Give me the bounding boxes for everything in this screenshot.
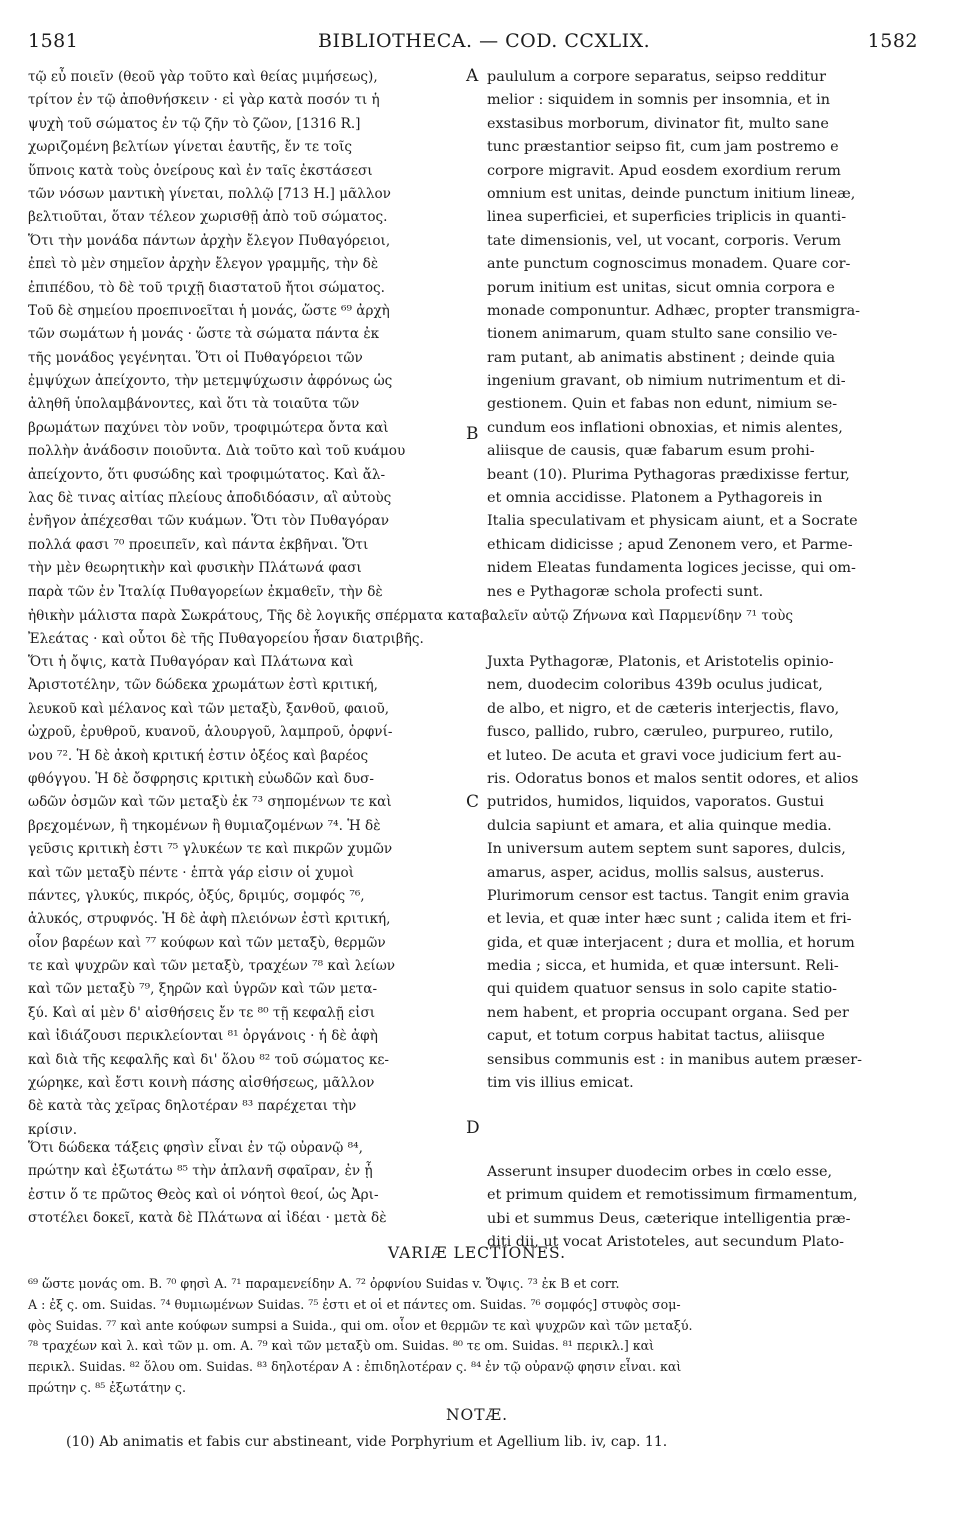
text-line: ingenium gravant, ob nimium nutrimentum et di- [487, 373, 846, 390]
text-line: τε καὶ ψυχρῶν καὶ τῶν μεταξὺ, τραχέων ⁷⁸ καὶ λείων [28, 958, 396, 975]
text-line: Ἀριστοτέλην, τῶν δώδεκα χρωμάτων ἐστὶ κριτική, [28, 677, 378, 694]
text-line: amarus, asper, acidus, mollis salsus, austerus. [487, 864, 825, 881]
text-line: nidem Eleatas fundamenta logices jecisse, qui om- [487, 560, 856, 577]
text-line: νου ⁷². Ἡ δὲ ἀκοὴ κριτική ἐστιν ὀξέος καὶ βαρέος [28, 747, 369, 764]
greek-column-block-1 [28, 66, 468, 604]
text-line: πολλὴν ἀνάδοσιν ποιοῦντα. Διὰ τοῦτο καὶ τοῦ κυάμου [28, 443, 406, 460]
text-line: Asserunt insuper duodecim orbes in cœlo esse, [487, 1164, 833, 1180]
text-line: ὕπνοις κατὰ τοὺς ὀνείρους καὶ ἐν ταῖς ἐκστάσεσι [28, 162, 373, 179]
latin-column-block-2 [487, 651, 919, 1095]
text-line: monade componuntur. Adhæc, propter transmigra- [487, 302, 861, 319]
text-line: πολλά φασι ⁷⁰ προειπεῖν, καὶ πάντα ἐκβῆναι. Ὅτι [28, 536, 369, 553]
text-line: φὸς Suidas. ⁷⁷ καὶ ante κούφων sumpsi a Suida., qui om. οἷον et θερμῶν τε καὶ ψυχρῶν καὶ τῶν μεταξύ. [28, 1317, 693, 1333]
section-marker-b: B [466, 424, 479, 444]
text-line: γεῦσις κριτικὴ ἐστι ⁷⁵ γλυκέων τε καὶ πικρῶν χυμῶν [28, 841, 393, 858]
text-line: A : ἐξ ς. om. Suidas. ⁷⁴ θυμιωμένων Suidas. ⁷⁵ ἐστι et οἱ et πάντες om. Suidas. ⁷⁶ σομφός] στυφὸς σομ- [28, 1296, 681, 1312]
section-marker-c: C [466, 792, 480, 812]
text-line: caput, et totum corpus habitat tactus, aliisque [487, 1028, 825, 1045]
text-line: tate dimensionis, vel, ut vocant, corporis. Verum [487, 232, 842, 249]
text-line: et luteo. De acuta et gravi voce judicium fert au- [487, 747, 842, 764]
text-line: diti dii, ut vocat Aristoteles, aut secundum Plato- [487, 1234, 844, 1251]
text-line: τῷ εὖ ποιεῖν (θεοῦ γὰρ τοῦτο καὶ θείας μιμήσεως), [28, 69, 378, 85]
text-line: fusco, pallido, rubro, cæruleo, purpureo, rutilo, [487, 724, 834, 741]
text-line: φθόγγου. Ἡ δὲ ὄσφρησις κριτικὴ εὐωδῶν καὶ δυσ- [28, 770, 375, 787]
text-line: ante punctum cognoscimus monadem. Quare cor- [487, 256, 851, 273]
text-line: et primum quidem et remotissimum firmamentum, [487, 1187, 858, 1204]
text-line: omnium est unitas, deinde punctum initium lineæ, [487, 185, 856, 202]
text-line: ὠχροῦ, ἐρυθροῦ, κυανοῦ, ἁλουργοῦ, λαμπροῦ, ὀρφνί- [28, 724, 393, 741]
text-line: Juxta Pythagoræ, Platonis, et Aristotelis opinio- [487, 654, 834, 670]
running-title: BIBLIOTHECA. — COD. CCXLIX. [318, 30, 651, 52]
text-line: ἐνῆγον ἀπέχεσθαι τῶν κυάμων. Ὅτι τὸν Πυθαγόραν [28, 513, 390, 530]
text-line: aliisque de causis, quæ fabarum esum prohi- [487, 443, 815, 460]
text-line: In universum autem septem sunt sapores, dulcis, [487, 841, 846, 858]
text-line: τῆς μονάδος γεγένηται. Ὅτι οἱ Πυθαγόρειοι τῶν [28, 349, 363, 366]
text-line: tim vis illius emicat. [487, 1075, 634, 1092]
text-line: ἀπείχοντο, ὅτι φυσώδης καὶ τροφιμώτατος. Καὶ ἄλ- [28, 466, 386, 483]
text-line: πάντες, γλυκύς, πικρός, ὀξύς, δριμύς, σομφός ⁷⁶, [28, 887, 365, 904]
text-line: gida, et quæ interjacent ; dura et mollia, et horum [487, 934, 855, 951]
text-line: et levia, et quæ inter hæc sunt ; calida item et fri- [487, 911, 852, 928]
text-line: sensibus communis est : in manibus autem præser- [487, 1051, 862, 1068]
text-line: ἐμψύχων ἀπείχοντο, τὴν μετεμψύχωσιν ἀφρόνως ὡς [28, 373, 393, 390]
text-line: καὶ διὰ τῆς κεφαλῆς καὶ δι' ὅλου ⁸² τοῦ σώματος κε- [28, 1051, 389, 1068]
text-line: καὶ τῶν μεταξὺ ⁷⁹, ξηρῶν καὶ ὑγρῶν καὶ τῶν μετα- [28, 981, 378, 998]
text-line: ἐστιν ὅ τε πρῶτος Θεὸς καὶ οἱ νόητοὶ θεοί, ὡς Ἀρι- [28, 1186, 379, 1203]
text-line: βρεχομένων, ἢ τηκομένων ἢ θυμιαζομένων ⁷⁴. Ἡ δὲ [28, 817, 381, 834]
text-line: ψυχὴ τοῦ σώματος ἐν τῷ ζῆν τὸ ζῶον, [1316 R.] [28, 115, 361, 132]
text-line: καὶ τῶν μεταξὺ πέντε · ἑπτὰ γάρ εἰσιν οἱ χυμοὶ [28, 864, 355, 881]
page-number-left: 1581 [28, 30, 79, 52]
text-line: Ἐλεάτας · καὶ οὗτοι δὲ τῆς Πυθαγορείου ἦσαν διατριβῆς. [28, 631, 424, 648]
text-line: χωριζομένη βελτίων γίνεται ἑαυτῆς, ἔν τε τοῖς [28, 139, 353, 156]
text-line: ἐπεὶ τὸ μὲν σημεῖον ἀρχὴν ἔλεγον γραμμῆς, τὴν δὲ [28, 256, 379, 273]
text-line: οἷον βαρέων καὶ ⁷⁷ κούφων καὶ τῶν μεταξὺ, θερμῶν [28, 934, 386, 951]
text-line: ⁷⁸ τραχέων καὶ λ. καὶ τῶν μ. om. A. ⁷⁹ καὶ τῶν μεταξὺ om. Suidas. ⁸⁰ τε om. Suidas. ⁸¹ περικλ.] καὶ [28, 1338, 655, 1354]
latin-column-block-3 [487, 1161, 919, 1255]
text-line: πρώτην καὶ ἐξωτάτω ⁸⁵ τὴν ἀπλανῆ σφαῖραν, ἐν ᾗ [28, 1163, 373, 1180]
text-line: ἐπιπέδου, τὸ δὲ τοῦ τριχῇ διαστατοῦ ἤτοι σώματος. [28, 279, 385, 296]
text-line: ἠθικὴν μάλιστα παρὰ Σωκράτους, Τῆς δὲ λογικῆς σπέρματα καταβαλεῖν αὐτῷ Ζήνωνα καὶ Παρμενίδην ⁷¹ τοὺς [28, 608, 793, 624]
greek-full-width-lines [28, 605, 918, 652]
text-line: ris. Odoratus bonos et malos sentit odores, et alios [487, 770, 859, 787]
text-line: putridos, humidos, liquidos, vaporatos. Gustui [487, 794, 824, 811]
text-line: de albo, et nigro, et de cæteris interjectis, flavo, [487, 700, 840, 717]
greek-column-block-2 [28, 651, 468, 1142]
text-line: ram putant, ab animatis abstinent ; deinde quia [487, 349, 836, 366]
text-line: τρίτον ἐν τῷ ἀποθνήσκειν · εἰ γὰρ κατὰ ποσόν τι ἡ [28, 92, 380, 109]
text-line: πρώτην ς. ⁸⁵ ἐξωτάτην ς. [28, 1379, 186, 1395]
text-line: corpore migravit. Apud eosdem exordium rerum [487, 162, 841, 179]
greek-column-block-3 [28, 1137, 468, 1231]
text-line: βρωμάτων παχύνει τὸν νοῦν, τροφιμώτερα ὄντα καὶ [28, 419, 389, 436]
text-line: παρὰ τῶν ἐν Ἰταλίᾳ Πυθαγορείων ἐκμαθεῖν, τὴν δὲ [28, 583, 383, 600]
text-line: ωδῶν ὀσμῶν καὶ τῶν μεταξὺ ἐκ ⁷³ σηπομένων τε καὶ [28, 794, 392, 811]
text-line: dulcia sapiunt et amara, et alia quinque media. [487, 817, 832, 834]
text-line: δὲ κατὰ τὰς χεῖρας δηλοτέραν ⁸³ παρέχεται τὴν [28, 1098, 357, 1115]
footnote-10: (10) Ab animatis et fabis cur abstineant, vide Porphyrium et Agellium lib. iv, cap. 11. [66, 1434, 668, 1450]
text-line: Ὅτι τὴν μονάδα πάντων ἀρχὴν ἔλεγον Πυθαγόρειοι, [28, 232, 391, 249]
text-line: Ὅτι ἡ ὄψις, κατὰ Πυθαγόραν καὶ Πλάτωνα καὶ [28, 654, 354, 670]
text-line: porum initium est unitas, sicut omnia corpora e [487, 279, 835, 296]
text-line: nem habent, et propria occupant organa. Sed per [487, 1004, 849, 1021]
page-number-right: 1582 [867, 30, 918, 52]
text-line: κρίσιν. [28, 1121, 78, 1138]
text-line: media ; sicca, et humida, et quæ intersunt. Reli- [487, 958, 839, 975]
text-line: περικλ. Suidas. ⁸² ὅλου om. Suidas. ⁸³ δηλοτέραν A : ἐπιδηλοτέραν ς. ⁸⁴ ἐν τῷ οὐρανῷ φησιν εἶναι. καὶ [28, 1359, 682, 1375]
text-line: gestionem. Quin et fabas non edunt, nimium se- [487, 396, 838, 413]
text-line: τῶν σωμάτων ἡ μονάς · ὥστε τὰ σώματα πάντα ἐκ [28, 326, 380, 343]
text-line: exstasibus morborum, divinator fit, multo sane [487, 115, 829, 132]
page-header [28, 30, 918, 60]
text-line: qui quidem quatuor sensus in solo capite statio- [487, 981, 838, 998]
text-line: beant (10). Plurima Pythagoras prædixisse fertur, [487, 466, 850, 483]
text-line: ⁶⁹ ὥστε μονάς om. B. ⁷⁰ φησὶ A. ⁷¹ παραμενείδην A. ⁷² ὀρφνίου Suidas v. Ὄψις. ⁷³ ἐκ B et corr. [28, 1276, 620, 1291]
text-line: tionem animarum, quam stulto sane consilio ve- [487, 326, 838, 343]
section-marker-d: D [466, 1118, 480, 1138]
text-line: καὶ ἰδιάζουσι περικλείονται ⁸¹ ὀργάνοις · ἡ δὲ ἀφὴ [28, 1028, 378, 1045]
text-line: τὴν μὲν θεωρητικὴν καὶ φυσικὴν Πλάτωνά φασι [28, 560, 362, 577]
text-line: Plurimorum censor est tactus. Tangit enim gravia [487, 887, 850, 904]
text-line: Italia speculativam et physicam aiunt, et a Socrate [487, 513, 858, 530]
notae-heading: NOTÆ. [445, 1406, 509, 1424]
text-line: linea superficiei, et superficies triplicis in quanti- [487, 209, 847, 226]
variae-lectiones-block [28, 1274, 920, 1399]
text-line: στοτέλει δοκεῖ, κατὰ δὲ Πλάτωνα αἱ ἰδέαι · μετὰ δὲ [28, 1210, 387, 1227]
text-line: τῶν νόσων μαντικὴ γίνεται, πολλῷ [713 H.] μᾶλλον [28, 185, 391, 202]
text-line: βελτιοῦται, ὅταν τέλεον χωρισθῇ ἀπὸ τοῦ σώματος. [28, 209, 388, 226]
variae-lectiones-heading: VARIÆ LECTIONES. [387, 1244, 567, 1262]
section-marker-a: A [466, 66, 479, 86]
text-line: λευκοῦ καὶ μέλανος καὶ τῶν μεταξὺ, ξανθοῦ, φαιοῦ, [28, 700, 390, 717]
text-line: nes e Pythagoræ schola profecti sunt. [487, 583, 764, 600]
text-line: tunc præstantior seipso fit, cum jam postremo e [487, 139, 839, 156]
text-line: ethicam didicisse ; apud Zenonem vero, et Parme- [487, 536, 853, 553]
text-line: et omnia accidisse. Platonem a Pythagoreis in [487, 490, 823, 507]
latin-column-block-1 [487, 66, 919, 604]
text-line: cundum eos inflationi obnoxias, et nimis alentes, [487, 419, 843, 436]
text-line: ἀληθῆ ὑπολαμβάνοντες, καὶ ὅτι τὰ τοιαῦτα τῶν [28, 396, 360, 413]
text-line: nem, duodecim coloribus 439b oculus judicat, [487, 677, 823, 694]
text-line: ubi et summus Deus, cæterique intelligentia præ- [487, 1210, 851, 1227]
text-line: Τοῦ δὲ σημείου προεπινοεῖται ἡ μονάς, ὥστε ⁶⁹ ἀρχὴ [28, 302, 390, 319]
text-line: paululum a corpore separatus, seipso redditur [487, 69, 827, 85]
text-line: χώρηκε, καὶ ἔστι κοινὴ πάσης αἰσθήσεως, μᾶλλον [28, 1075, 375, 1092]
text-line: λας δὲ τινας αἰτίας πλείους ἀποδιδόασιν, αἳ αὐτοὺς [28, 490, 392, 507]
text-line: ἁλυκός, στρυφνός. Ἡ δὲ ἀφὴ πλειόνων ἐστὶ κριτική, [28, 911, 391, 928]
text-line: Ὅτι δώδεκα τάξεις φησὶν εἶναι ἐν τῷ οὐρανῷ ⁸⁴, [28, 1140, 363, 1156]
text-line: ξύ. Καὶ αἱ μὲν δ' αἰσθήσεις ἔν τε ⁸⁰ τῇ κεφαλῇ εἰσι [28, 1004, 376, 1021]
text-line: melior : siquidem in somnis per insomnia, et in [487, 92, 830, 109]
